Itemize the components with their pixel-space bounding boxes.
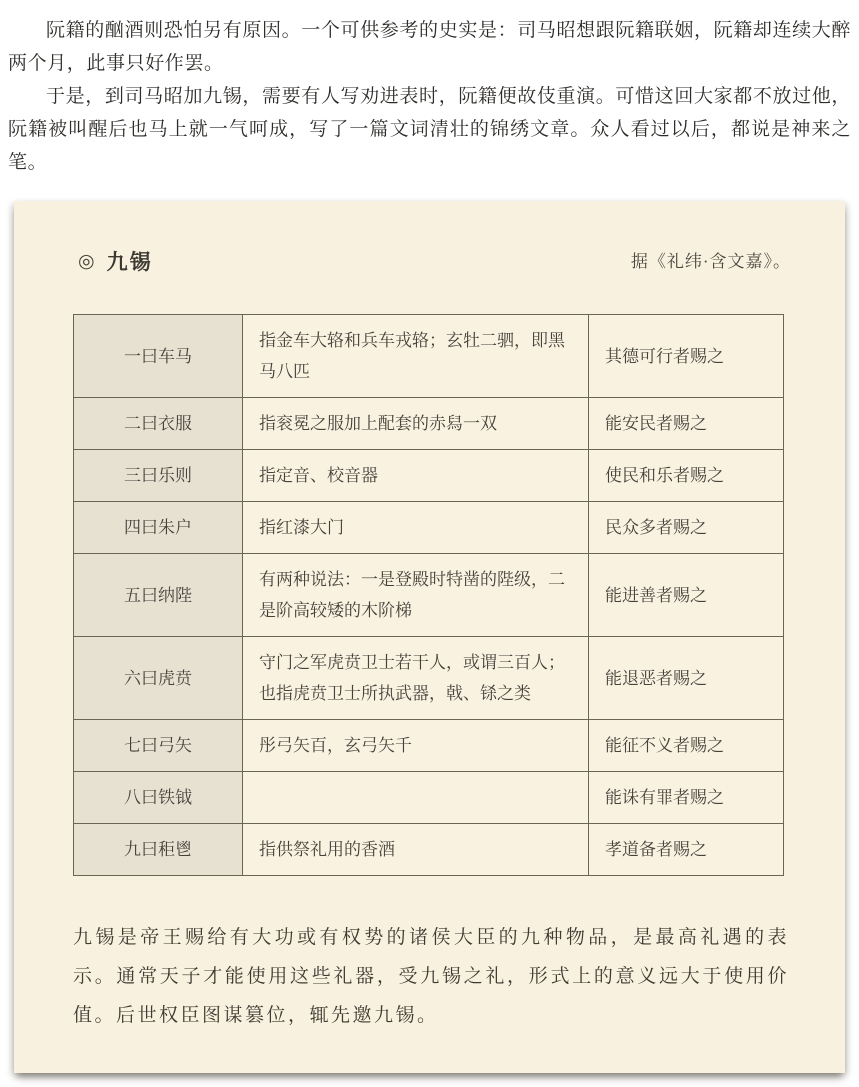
table-row bbox=[74, 720, 784, 772]
rank-cell: 七曰弓矢 bbox=[74, 720, 243, 772]
grant-cell: 能进善者赐之 bbox=[589, 554, 784, 637]
desc-cell: 指供祭礼用的香酒 bbox=[243, 824, 589, 876]
table-row bbox=[74, 554, 784, 637]
grant-cell: 其德可行者赐之 bbox=[589, 315, 784, 398]
rank-cell: 六曰虎贲 bbox=[74, 637, 243, 720]
table-body bbox=[74, 315, 784, 876]
table-row bbox=[74, 315, 784, 398]
desc-cell: 指衮冕之服加上配套的赤舄一双 bbox=[243, 398, 589, 450]
rank-cell: 二曰衣服 bbox=[74, 398, 243, 450]
desc-cell: 指定音、校音器 bbox=[243, 450, 589, 502]
desc-cell: 彤弓矢百，玄弓矢千 bbox=[243, 720, 589, 772]
table-row bbox=[74, 772, 784, 824]
nine-bestowments-table bbox=[73, 314, 784, 876]
grant-cell: 民众多者赐之 bbox=[589, 502, 784, 554]
table-row bbox=[74, 398, 784, 450]
table-row bbox=[74, 450, 784, 502]
table-row bbox=[74, 824, 784, 876]
rank-cell: 三曰乐则 bbox=[74, 450, 243, 502]
rank-cell: 九曰秬鬯 bbox=[74, 824, 243, 876]
grant-cell: 使民和乐者赐之 bbox=[589, 450, 784, 502]
rank-cell: 四曰朱户 bbox=[74, 502, 243, 554]
card-header bbox=[64, 246, 795, 276]
grant-cell: 能退恶者赐之 bbox=[589, 637, 784, 720]
desc-cell: 守门之军虎贲卫士若干人，或谓三百人；也指虎贲卫士所执武器，戟、铩之类 bbox=[243, 637, 589, 720]
double-circle-bullet-icon: ◎ bbox=[78, 250, 97, 272]
intro-paragraph-1: 阮籍的酗酒则恐怕另有原因。一个可供参考的史实是：司马昭想跟阮籍联姻，阮籍却连续大醉两个月，此事只好作罢。 bbox=[8, 20, 851, 74]
card-title bbox=[78, 246, 153, 276]
grant-cell: 能安民者赐之 bbox=[589, 398, 784, 450]
desc-cell bbox=[243, 772, 589, 824]
nine-bestowments-card bbox=[14, 201, 845, 1073]
grant-cell: 能诛有罪者赐之 bbox=[589, 772, 784, 824]
table-row bbox=[74, 637, 784, 720]
desc-cell: 有两种说法：一是登殿时特凿的陛级，二是阶高较矮的木阶梯 bbox=[243, 554, 589, 637]
desc-cell: 指红漆大门 bbox=[243, 502, 589, 554]
grant-cell: 能征不义者赐之 bbox=[589, 720, 784, 772]
card-title-text: 九锡 bbox=[106, 251, 153, 274]
grant-cell: 孝道备者赐之 bbox=[589, 824, 784, 876]
rank-cell: 一曰车马 bbox=[74, 315, 243, 398]
rank-cell: 五曰纳陛 bbox=[74, 554, 243, 637]
card-footnote: 九锡是帝王赐给有大功或有权势的诸侯大臣的九种物品，是最高礼遇的表示。通常天子才能使用这些礼器，受九锡之礼，形式上的意义远大于使用价值。后世权臣图谋篡位，辄先邀九锡。 bbox=[73, 927, 789, 1026]
card-source-citation: 据《礼纬·含文嘉》。 bbox=[630, 251, 791, 271]
intro-text-block bbox=[8, 14, 851, 179]
intro-paragraph-2: 于是，到司马昭加九锡，需要有人写劝进表时，阮籍便故伎重演。可惜这回大家都不放过他，阮籍被叫醒后也马上就一气呵成，写了一篇文词清壮的锦绣文章。众人看过以后，都说是神来之笔。 bbox=[8, 86, 851, 173]
table-row bbox=[74, 502, 784, 554]
desc-cell: 指金车大辂和兵车戎辂；玄牡二驷，即黑马八匹 bbox=[243, 315, 589, 398]
rank-cell: 八曰铁钺 bbox=[74, 772, 243, 824]
